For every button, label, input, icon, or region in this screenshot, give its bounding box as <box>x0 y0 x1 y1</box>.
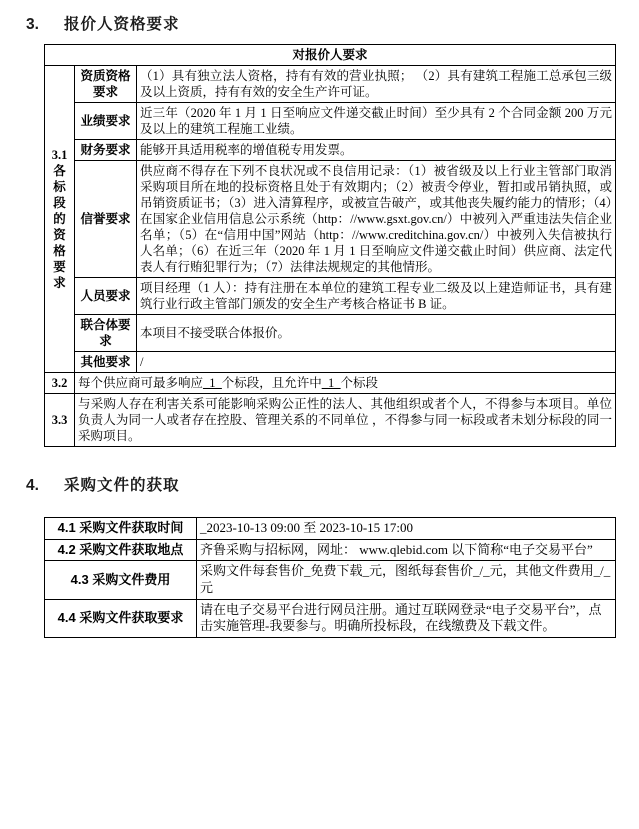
table-row <box>45 394 616 447</box>
group-label-line: 段的 <box>53 196 66 226</box>
row-label-personnel: 人员要求 <box>75 278 137 315</box>
row-label-consortium: 联合体要求 <box>75 315 137 352</box>
row-label-performance: 业绩要求 <box>75 103 137 140</box>
table-row <box>45 539 616 561</box>
table-row <box>45 373 616 394</box>
documents-table <box>44 517 616 638</box>
row-label-qualification: 资质资格要求 <box>75 66 137 103</box>
group-label-line: 3.1 <box>51 148 68 162</box>
row-3-2-part: 个标段，且允许中 <box>221 376 322 390</box>
row-content-personnel: 项目经理（1 人）：持有注册在本单位的建筑工程专业二级及以上建造师证书，具有建筑行业行政主管部门颁发的安全生产考核合格证书 B 证。 <box>137 278 616 315</box>
group-label-line: 各标 <box>53 164 66 194</box>
doc-key-acquire-time: 4.1 采购文件获取时间 <box>45 518 197 540</box>
section-number-4: 4. <box>26 477 39 494</box>
section-number-3: 3. <box>26 16 39 33</box>
qualification-table <box>44 44 616 447</box>
row-label-financial: 财务要求 <box>75 140 137 161</box>
row-content-financial: 能够开具适用税率的增值税专用发票。 <box>137 140 616 161</box>
table-row <box>45 561 616 599</box>
table-row <box>45 140 616 161</box>
table-row <box>45 66 616 103</box>
doc-value-acquire-place: 齐鲁采购与招标网，网址： www.qlebid.com 以下简称“电子交易平台” <box>197 539 616 561</box>
table-row <box>45 278 616 315</box>
row-3-2-part: 每个供应商可最多响应 <box>78 376 204 390</box>
page-title-documents <box>26 473 621 495</box>
table-row <box>45 103 616 140</box>
group-label-line: 要求 <box>53 260 66 290</box>
table-row <box>45 45 616 66</box>
row-content-performance: 近三年（2020 年 1 月 1 日至响应文件递交截止时间）至少具有 2 个合同金额 200 万元及以上的建筑工程施工业绩。 <box>137 103 616 140</box>
row-content-3-2 <box>75 373 616 394</box>
row-content-consortium: 本项目不接受联合体报价。 <box>137 315 616 352</box>
doc-key-acquire-place: 4.2 采购文件获取地点 <box>45 539 197 561</box>
row-3-2-sections-win: _1_ <box>321 376 341 390</box>
row-3-2-sections-max: _1_ <box>203 376 222 390</box>
doc-value-fee: 采购文件每套售价_免费下载_元，图纸每套售价_/_元，其他文件费用_/_元 <box>197 561 616 599</box>
row-content-reputation: 供应商不得存在下列不良状况或不良信用记录：（1）被省级及以上行业主管部门取消采购项目所在地的投标资格且处于有效期内；（2）被责令停业，暂扣或吊销执照，或吊销资质证书；（3）进入清算程序，或被宣告破产，或其他丧失履约能力的情形；（4）在国家企业信用信息公示系统（http：//www.gsxt.gov.cn/）中被列入严重违法失信企业名单；（5）在“信用中国”网站（http：//www.creditchina.gov.cn/）中被列入失信被执行人名单；（6）在近三年（2020 年 1 月 1 日至响应文件递交截止时间）供应商、法定代表人有行贿犯罪行为；（7）法律法规规定的其他情形。 <box>137 161 616 278</box>
row-number-3-2: 3.2 <box>45 373 75 394</box>
row-number-3-3: 3.3 <box>45 394 75 447</box>
table-row <box>45 599 616 637</box>
row-content-other: / <box>137 352 616 373</box>
group-label-3-1 <box>45 66 75 373</box>
doc-value-requirements: 请在电子交易平台进行网员注册。通过互联网登录“电子交易平台”，点击实施管理-我要参与。明确所投标段，在线缴费及下载文件。 <box>197 599 616 637</box>
table-row <box>45 518 616 540</box>
page-title-qualification <box>26 12 621 34</box>
document-page <box>0 12 639 829</box>
row-3-2-part: 个标段 <box>340 376 379 390</box>
table-row <box>45 352 616 373</box>
table-row <box>45 161 616 278</box>
doc-key-fee: 4.3 采购文件费用 <box>45 561 197 599</box>
doc-value-acquire-time: _2023-10-13 09:00 至 2023-10-15 17:00 <box>197 518 616 540</box>
row-content-3-3: 与采购人存在利害关系可能影响采购公正性的法人、其他组织或者个人，不得参与本项目。单位负责人为同一人或者存在控股、管理关系的不同单位 ，不得参与同一标段或者未划分标段的同一采购项目。 <box>75 394 616 447</box>
row-label-reputation: 信誉要求 <box>75 161 137 278</box>
doc-key-requirements: 4.4 采购文件获取要求 <box>45 599 197 637</box>
group-label-line: 资格 <box>53 228 66 258</box>
table-row <box>45 315 616 352</box>
section-title-4: 采购文件的获取 <box>64 477 180 494</box>
section-title-3: 报价人资格要求 <box>64 16 180 33</box>
row-content-qualification: （1）具有独立法人资格，持有有效的营业执照； （2）具有建筑工程施工总承包三级及以上资质，持有有效的安全生产许可证。 <box>137 66 616 103</box>
qualification-table-header: 对报价人要求 <box>45 45 616 66</box>
row-label-other: 其他要求 <box>75 352 137 373</box>
